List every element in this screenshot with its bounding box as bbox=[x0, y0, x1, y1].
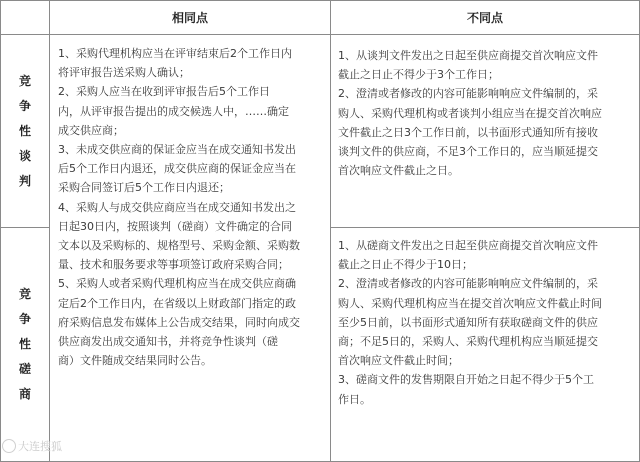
row-label-char: 谈 bbox=[18, 148, 31, 163]
watermark-text: 大连搜狐 bbox=[18, 440, 62, 453]
diff-consultation-text: 1、从磋商文件发出之日起至供应商提交首次响应文件 截止之日止不得少于10日； 2、澄清或者修改的内容可能影响响应文件编制的，采 购人、采购代理机构应当在提交首次响应文件截止时间 至少5日前，以书面形式通知所有获取磋商文件的供应 商；不足5日的，采购人、采购代理机构应当顺延提交 首次响应文件截止时间； 3、磋商文件的发售期限自开始之日起不得少于5个工 作日。 bbox=[338, 239, 602, 406]
watermark-logo-icon bbox=[2, 439, 16, 453]
row-label-char: 商 bbox=[18, 387, 31, 401]
row-label-char: 争 bbox=[18, 98, 31, 113]
row-divider-right bbox=[330, 227, 640, 228]
row-label-negotiation bbox=[1, 35, 49, 227]
same-points-text: 1、采购代理机构应当在评审结束后2个工作日内 将评审报告送采购人确认； 2、采购人应当在收到评审报告后5个工作日 内，从评审报告提出的成交候选人中，……确定 成交供应商； 3、未成交供应商的保证金应当在成交通知书发出 后5个工作日内退还，成交供应商的保证金应当在 采购合同签订后5个工作日内退还； 4、采购人与成交供应商应当在成交通知书发出之 日起30日内，按照谈判（磋商）文件确定的合同 文本以及采购标的、规格型号、采购金额、采购数 量、技术和服务要求等事项签订政府采购合同； 5、采购人或者采购代理机构应当在成交供应商确 定后2个工作日内，在省级以上财政部门指定的政 府采购信息发布媒体上公告成交结果，同时向成交 供应商发出成交通知书，并将竞争性谈判（磋 商）文件随成交结果同时公告。 bbox=[58, 47, 300, 368]
row-label-char: 磋 bbox=[18, 362, 31, 376]
row-label-char: 性 bbox=[18, 337, 31, 351]
header-divider bbox=[0, 34, 640, 35]
row-label-char: 争 bbox=[18, 312, 31, 326]
row-label-char: 竞 bbox=[18, 73, 31, 88]
watermark bbox=[2, 438, 62, 454]
row-label-char: 竞 bbox=[18, 287, 31, 301]
header-diff: 不同点 bbox=[466, 11, 503, 25]
row-label-char: 判 bbox=[18, 173, 31, 188]
col-divider-1 bbox=[49, 0, 50, 462]
row-label-consultation bbox=[1, 228, 49, 461]
col-divider-2 bbox=[330, 0, 331, 462]
header-same: 相同点 bbox=[171, 11, 208, 25]
diff-negotiation-text: 1、从谈判文件发出之日起至供应商提交首次响应文件 截止之日止不得少于3个工作日； 2、澄清或者修改的内容可能影响响应文件编制的，采 购人、采购代理机构或者谈判小组应当在提交首次响应 文件截止之日3个工作日前，以书面形式通知所有接收 谈判文件的供应商，不足3个工作日的，应当顺延提交 首次响应文件截止之日。 bbox=[338, 49, 602, 178]
row-label-char: 性 bbox=[18, 123, 31, 138]
